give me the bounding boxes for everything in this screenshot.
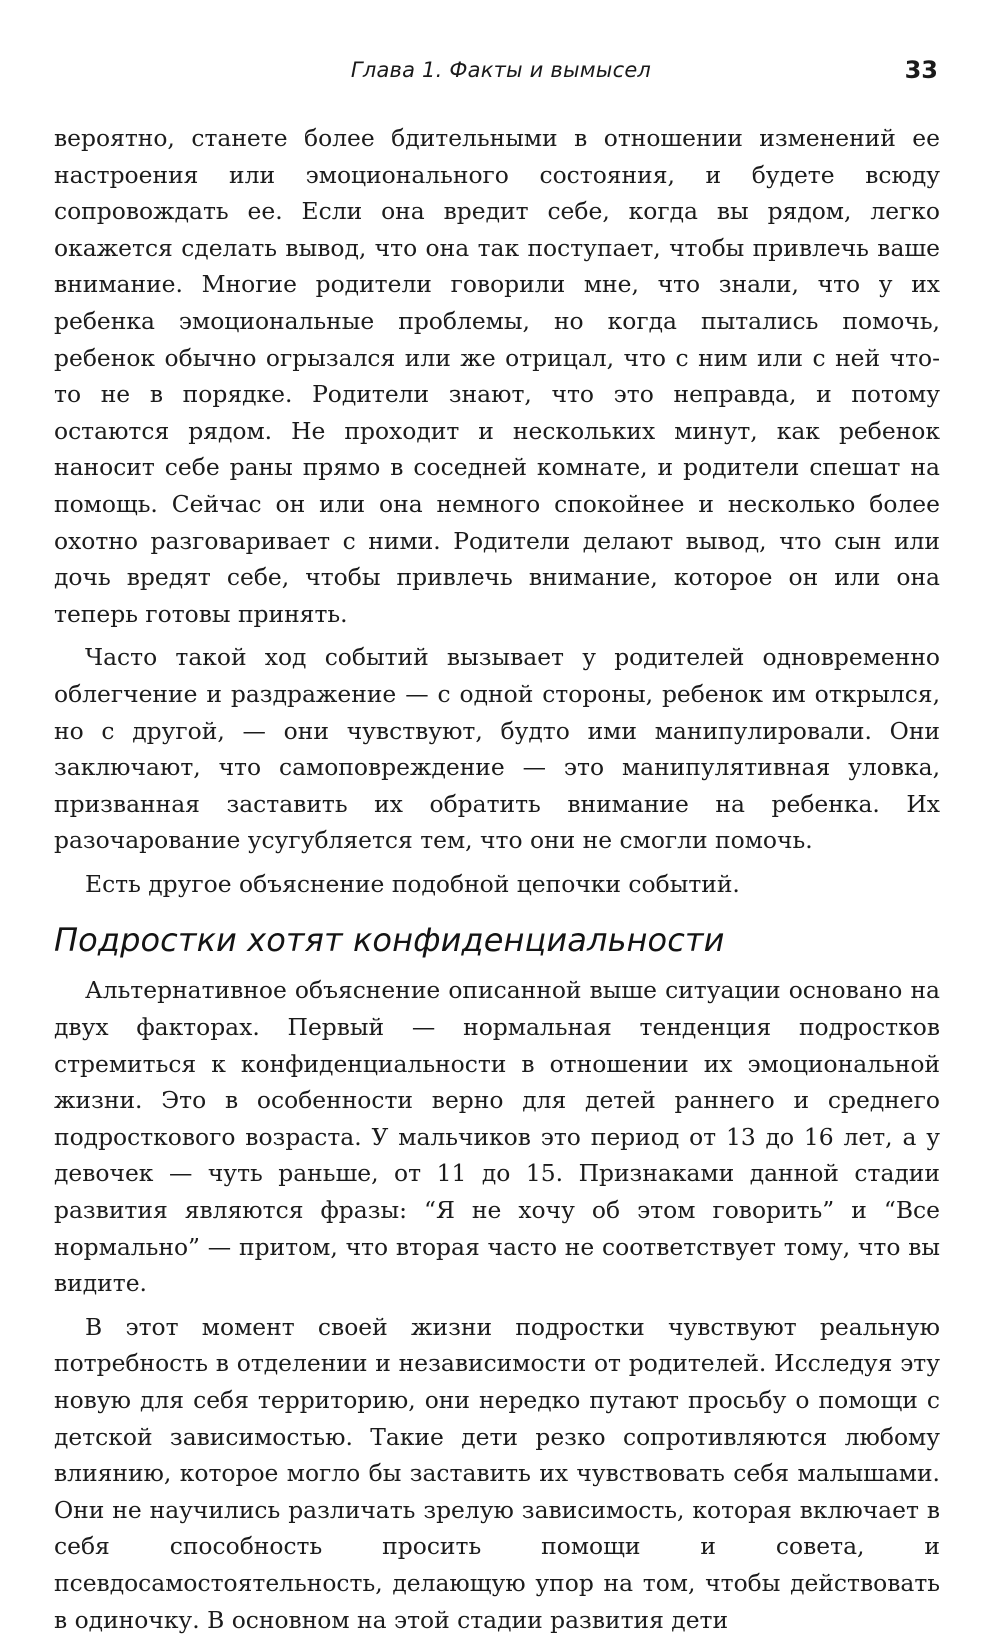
paragraph-continued: вероятно, станете более бдительными в отношении изменений ее настроения или эмоционального состояния, и будете всюду сопровождать ее. Если она вредит себе, когда вы рядом, легко окажется сделать вывод, что она так поступает, чтобы привлечь ваше внимание. Многие родители говорили мне, что знали, что у их ребенка эмоциональные проблемы, но когда пытались помочь, ребенок обычно огрызался или же отрицал, что с ним или с ней что-то не в порядке. Родители знают, что это неправда, и потому остаются рядом. Не проходит и нескольких минут, как ребенок наносит себе раны прямо в соседней комнате, и родители спешат на помощь. Сейчас он или она немного спокойнее и несколько более охотно разговаривает с ними. Родители делают вывод, что сын или дочь вредят себе, чтобы привлечь внимание, которое он или она теперь готовы принять. — [54, 124, 940, 628]
body-text — [54, 120, 940, 1638]
running-header — [54, 58, 938, 88]
paragraph: Альтернативное объяснение описанной выше ситуации основано на двух факторах. Первый — нормальная тенденция подростков стремиться к конфиденциальности в отношении их эмоциональной жизни. Это в особенности верно для детей раннего и среднего подросткового возраста. У мальчиков это период от 13 до 16 лет, а у девочек — чуть раньше, от 11 до 15. Признаками данной стадии развития являются фразы: “Я не хочу об этом говорить” и “Все нормально” — притом, что вторая часто не соответствует тому, что вы видите. — [54, 976, 940, 1298]
paragraph: В этот момент своей жизни подростки чувствуют реальную потребность в отделении и независимости от родителей. Исследуя эту новую для себя территорию, они нередко путают просьбу о помощи с детской зависимостью. Такие дети резко сопротивляются любому влиянию, которое могло бы заставить их чувствовать себя малышами. Они не научились различать зрелую зависимость, которая включает в себя способность просить помощи и совета, и псевдосамостоятельность, делающую упор на том, чтобы действовать в одиночку. В основном на этой стадии развития дети — [54, 1312, 940, 1634]
chapter-title: Глава 1. Факты и вымысел — [350, 58, 652, 82]
paragraph: Есть другое объяснение подобной цепочки событий. — [85, 869, 740, 898]
paragraph: Часто такой ход событий вызывает у родителей одновременно облегчение и раздражение — с одной стороны, ребенок им открылся, но с другой, — они чувствуют, будто ими манипулировали. Они заключают, что самоповреждение — это манипулятивная уловка, призванная заставить их обратить внимание на ребенка. Их разочарование усугубляется тем, что они не смогли помочь. — [54, 643, 940, 855]
section-heading: Подростки хотят конфиденциальности — [54, 921, 725, 960]
page-number: 33 — [904, 56, 938, 84]
